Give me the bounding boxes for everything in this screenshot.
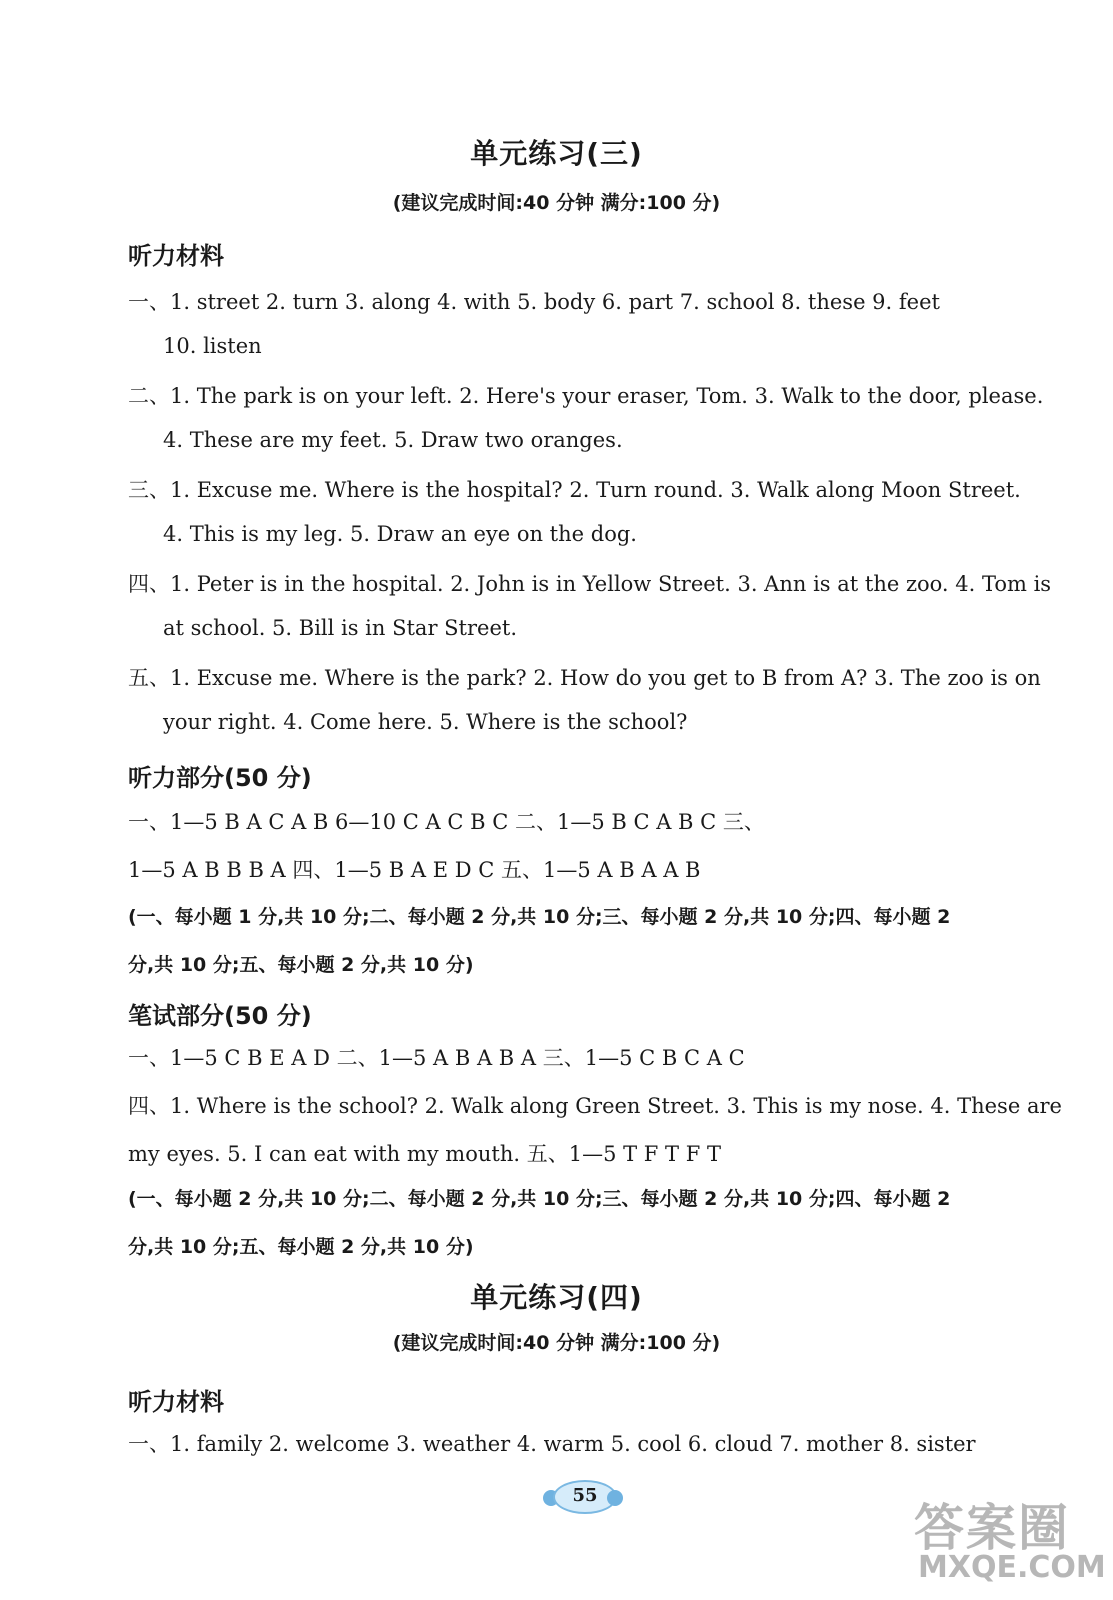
unit3-wp-score-line2: 分,共 10 分;五、每小题 2 分,共 10 分) [128,1236,474,1258]
unit3-lm-line10: your right. 4. Come here. 5. Where is the school? [163,710,688,734]
unit3-lp-answers-line2: 1—5 A B B B A 四、1—5 B A E D C 五、1—5 A B A A B [128,858,701,882]
unit3-lp-score-line1: (一、每小题 1 分,共 10 分;二、每小题 2 分,共 10 分;三、每小题 2 分,共 10 分;四、每小题 2 [128,906,951,928]
unit3-lm-line7: 四、1. Peter is in the hospital. 2. John is in Yellow Street. 3. Ann is at the zoo. 4. Tom is [128,572,1052,596]
unit3-wp-answers-line3: my eyes. 5. I can eat with my mouth. 五、1—5 T F T F T [128,1142,721,1166]
unit3-lm-line4: 4. These are my feet. 5. Draw two oranges. [163,428,623,452]
unit3-wp-score-line1: (一、每小题 2 分,共 10 分;二、每小题 2 分,共 10 分;三、每小题 2 分,共 10 分;四、每小题 2 [128,1188,951,1210]
unit3-lm-line8: at school. 5. Bill is in Star Street. [163,616,517,640]
unit4-subtitle: (建议完成时间:40 分钟 满分:100 分) [392,1332,721,1354]
unit3-lp-answers-line1: 一、1—5 B A C A B 6—10 C A C B C 二、1—5 B C A B C 三、 [128,810,765,834]
site-watermark [914,1488,1104,1588]
unit3-lm-line6: 4. This is my leg. 5. Draw an eye on the dog. [163,522,637,546]
unit3-wp-answers-line2: 四、1. Where is the school? 2. Walk along Green Street. 3. This is my nose. 4. These are [128,1094,1062,1118]
unit4-title: 单元练习(四) [470,1281,643,1314]
page-number: 55 [572,1485,598,1506]
unit3-subtitle: (建议完成时间:40 分钟 满分:100 分) [392,192,721,214]
unit3-lm-line1: 一、1. street 2. turn 3. along 4. with 5. body 6. part 7. school 8. these 9. feet [128,290,940,314]
unit3-lm-line5: 三、1. Excuse me. Where is the hospital? 2. Turn round. 3. Walk along Moon Street. [128,478,1021,502]
unit4-listening-material-heading: 听力材料 [128,1388,224,1416]
watermark-domain: MXQE.COM [918,1550,1106,1585]
watermark-logo-text: 答案圈 [914,1499,1070,1557]
unit4-lm-line1: 一、1. family 2. welcome 3. weather 4. warm 5. cool 6. cloud 7. mother 8. sister [128,1432,976,1456]
unit3-lp-score-line2: 分,共 10 分;五、每小题 2 分,共 10 分) [128,954,474,976]
unit3-listening-material-heading: 听力材料 [128,242,224,270]
unit3-title: 单元练习(三) [470,137,643,170]
page-number-badge [543,1476,623,1516]
unit3-listening-part-heading: 听力部分(50 分) [128,764,312,792]
unit3-lm-line3: 二、1. The park is on your left. 2. Here's your eraser, Tom. 3. Walk to the door, please. [128,384,1044,408]
unit3-lm-line9: 五、1. Excuse me. Where is the park? 2. How do you get to B from A? 3. The zoo is on [128,666,1041,690]
unit3-lm-line2: 10. listen [163,334,262,358]
unit3-written-part-heading: 笔试部分(50 分) [128,1002,312,1030]
unit3-wp-answers-line1: 一、1—5 C B E A D 二、1—5 A B A B A 三、1—5 C B C A C [128,1046,745,1070]
